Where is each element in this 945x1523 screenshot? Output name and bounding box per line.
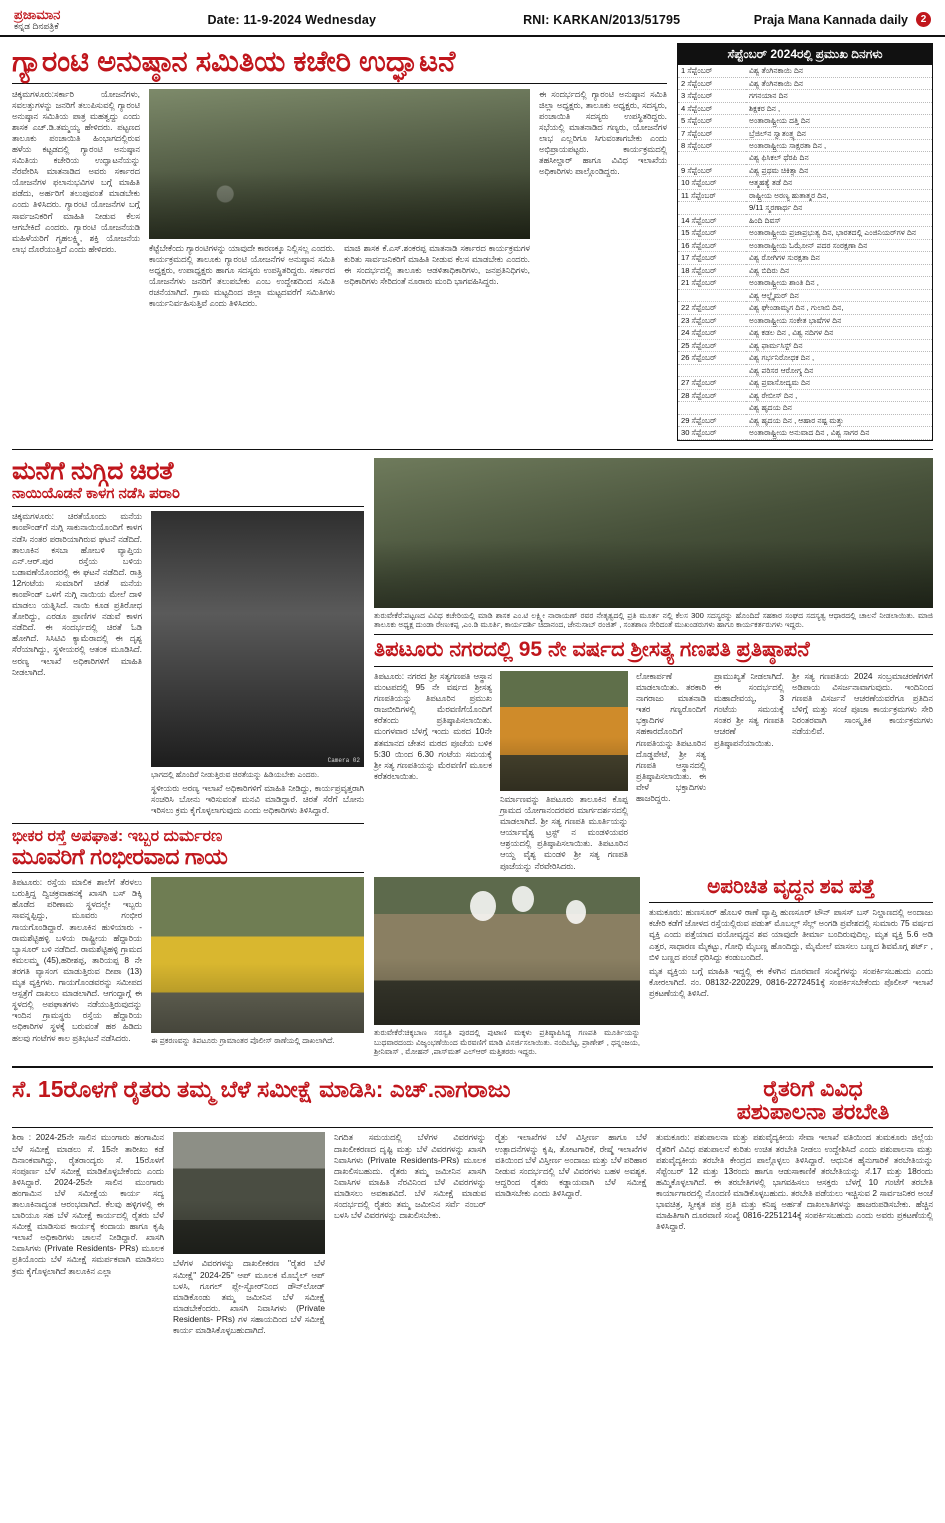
calendar-date: 3 ಸೆಪ್ಟೆಂಬರ್ — [681, 91, 713, 101]
accident-headline-2: ಮೂವರಿಗೆ ಗಂಭೀರವಾದ ಗಾಯ — [12, 844, 228, 870]
calendar-event: ವಿಶ್ವ ಬಿದಿರು ದಿನ — [749, 265, 790, 275]
calendar-event: ವಿಶ್ವ ಫಾರ್ಮಸಿಸ್ಟ್ ದಿನ — [749, 340, 803, 350]
ganesha-column-5: ಶ್ರೀ ಸತ್ಯ ಗಣಪತಿಯ 2024 ಸಂಬ್ರಮಾಚರಣೆಗಳಿಗೆ ಅಡಿಪಾಯ ವಿಸರ್ಜನಾವಾಗುವುದು. ಇಂದಿನಿಂದ ಗಣಪತಿ ವಿಸರ್ಜನೆ ಆಚರಣೆಯವರೆಗೂ ಪ್ರತಿದಿನ ಬೆಳಿಗ್ಗೆ ಮತ್ತು ಸಂಜೆ ಪೂಜಾ ಕಾರ್ಯಕ್ರಮಗಳು ಸೇರಿ ನಿರಂತರವಾಗಿ ಸಾಂಸ್ಕೃತಿಕ ಕಾರ್ಯಕ್ರಮಗಳು ನಡೆಯಲಿವೆ. — [792, 671, 933, 737]
calendar-row — [678, 164, 932, 176]
calendar-event: ವಿಶ್ವ ಪ್ರಥಮ ಚಿಕಿತ್ಸಾ ದಿನ — [749, 165, 809, 175]
ganesha-headline: ತಿಪಟೂರು ನಗರದಲ್ಲಿ 95 ನೇ ವರ್ಷದ ಶ್ರೀಸತ್ಯ ಗಣಪತಿ ಪ್ರತಿಷ್ಠಾಪನೆ — [374, 638, 810, 662]
accident-column-1: ತಿಪಟೂರು: ರಸ್ತೆಯ ಮಾಲಿಕ ಶಾಲೆಗೆ ತೆರಳಲು ಬರುತ್ತಿದ್ದ ದ್ವಿಚಕ್ರವಾಹನಕ್ಕೆ ಖಾಸಗಿ ಬಸ್ ಡಿಕ್ಕಿ ಹೊಡೆದ ಪರಿಣಾಮ ಸ್ಥಳದಲ್ಲೇ ಇಬ್ಬರು ಸಾವನ್ನಪ್ಪಿದ್ದು, ಮೂವರು ಗಂಭೀರ ಗಾಯಗೊಂಡಿದ್ದಾರೆ. ತಾಲೂಕಿನ ಹುಳಿಯಾರು - ರಾಮಶೆಟ್ಟಿಹಳ್ಳಿ ಬಳಿಯ ರಾಷ್ಟ್ರೀಯ ಹೆದ್ದಾರಿಯ ಬ್ಯಾಸೂರ್ ಬಳಿ ನಡೆದಿದೆ. ರಾಮಶೆಟ್ಟಿಹಳ್ಳಿ ಗ್ರಾಮದ ಕಮಲಮ್ಮ (45),ಹರೀಶಪ್ಪ, ತಾರಿಯಪ್ಪ 8 ನೇ ತರಗತಿ ವ್ಯಾಸಂಗ ಮಾಡುತ್ತಿರುವ ದೀಪಾ (13) ಮೃತ ವ್ಯಕ್ತಿಗಳು. ಗಾಯಗೊಂಡವರನ್ನು ಸಮೀಪದ ಆಸ್ಪತ್ರೆಗೆ ದಾಖಲು ಮಾಡಲಾಗಿದೆ. ಆಗಂದ್ದಾಗ್ಗೆ ಈ ಸ್ಥಳದಲ್ಲಿ ಅಪಘಾತಗಳು ನಡೆಯುತ್ತಿರುವುದನ್ನು ಇಂದಿನ ಗ್ರಾಮಸ್ಥರು ರಸ್ತೆಯ ಹೆದ್ದಾರಿಯ ಅಧಿಕಾರಿಗಳ ಸ್ಥಳಕ್ಕೆ ಬರುವಂತೆ ಹಠ ಹಿಡಿದು ಹಲವು ಗಂಟೆಗಳ ಕಾಲ ಪ್ರತಿಭಟನೆ ನಡೆಸಿದರು. — [12, 877, 142, 1043]
farmer-column-1: ಶಿರಾ : 2024-25ನೇ ಸಾಲಿನ ಮುಂಗಾರು ಹಂಗಾಮಿನ ಬೆಳೆ ಸಮೀಕ್ಷೆ ಮಾಡಲು ಸೆ. 15ನೇ ತಾರೀಖು ಕಡೆ ದಿನಾಂಕವಾಗಿದ್ದು, ರೈತರಾಂದ್ಯರು ಸೆ. 15ರೊಳಗೆ ಸಂಪೂರ್ಣ ಬೆಳೆ ಸಮೀಕ್ಷೆ ಮಾಡಿಕೊಳ್ಳಬೇಕೆಂದು ಎಂದು ತಿಳಿಸಿದ್ದಾರೆ. 2024-25ನೇ ಸಾಲಿನ ಮುಂಗಾರು ಹಂಗಾಮಿನ ಬೆಳೆ ಸಮೀಕ್ಷೆಯ ಕಾರ್ಯ ಸದ್ಯ ತಾಲೂಕಿನಾದ್ಯಂತ ಆರಂಭವಾಗಿದೆ. ಕೆಲವು ಹಳ್ಳಿಗಳಲ್ಲಿ ಈ ಬಾರಿಯೂ ಸಹ ಬೆಳೆ ಸಮೀಕ್ಷೆ ಕಾರ್ಯದಲ್ಲಿ ರೈತರು ಬೆಳೆ ಸಮೀಕ್ಷೆ ಮಾಡಿಸುವ ಕಾರ್ಯಕ್ಕೆ ಕಂದಾಯ ಹಾಗೂ ಕೃಷಿ ಇಲಾಖೆ ಅಧಿಕಾರಿಗಳು ಚಾಲನೆ ನೀಡಿದ್ದಾರೆ. ಖಾಸಗಿ ನಿವಾಸಿಗಳು (Private Residents- PRs) ಮೂಲಕ ಪ್ರತಿಯೊಂದು ಬೆಳೆ ಸಮೀಕ್ಷೆ ಸಮರ್ಪಕವಾಗಿ ಮಾಡಿಸಲು ಕ್ರಮ ಕೈಗೊಳ್ಳಲಾಗಿದೆ ತಾಲೂಕಿನ ಎಲ್ಲಾ — [12, 1132, 164, 1276]
calendar-date: 23 ಸೆಪ್ಟೆಂಬರ್ — [681, 315, 717, 325]
calendar-table — [678, 65, 932, 440]
calendar-event: ವಿಶ್ವ ರೇಬೀಸ್ ದಿನ , — [749, 390, 798, 400]
calendar-date: 25 ಸೆಪ್ಟೆಂಬರ್ — [681, 340, 717, 350]
calendar-date: 18 ಸೆಪ್ಟೆಂಬರ್ — [681, 265, 717, 275]
calendar-row — [678, 289, 932, 301]
calendar-row — [678, 264, 932, 276]
calendar-date: 9 ಸೆಪ್ಟೆಂಬರ್ — [681, 165, 713, 175]
calendar-row — [678, 189, 932, 201]
calendar-event: ವಿಶ್ವ ಪ್ರವಾಸೋದ್ಯಮ ದಿನ — [749, 378, 811, 388]
calendar-row — [678, 127, 932, 139]
calendar-event: ಬ್ರೆಜಿಲ್‌ನ ಸ್ವಾತಂತ್ರ್ಯ ದಿನ — [749, 128, 807, 138]
calendar-event: ವಿಶ್ವ ಕಡಲ ದಿನ , ವಿಶ್ವ ನದಿಗಳ ದಿನ — [749, 328, 834, 338]
livestock-headline-1: ರೈತರಿಗೆ ವಿವಿಧ — [763, 1076, 863, 1102]
calendar-event: ಆತ್ಮಹತ್ಯೆ ತಡೆ ದಿನ — [749, 178, 793, 188]
calendar-event: ಅಂತಾರಾಷ್ಟ್ರೀಯ ಶಾಂತಿ ದಿನ , — [749, 278, 819, 288]
calendar-row — [678, 302, 932, 314]
calendar-date: 28 ಸೆಪ್ಟೆಂಬರ್ — [681, 390, 717, 400]
calendar-event: ಅಂತಾರಾಷ್ಟ್ರೀಯ ಸಾಕ್ಷರತಾ ದಿನ , — [749, 140, 827, 150]
children-photo-caption: ತುರುವೇಕೆರೆ:ಚಿಕ್ಕಬಾಣ ಸರಸ್ವತಿ ಪುರದಲ್ಲಿ ಪುಟಾಣಿ ಮಕ್ಕಳು ಪ್ರತಿಷ್ಠಾಪಿಸಿದ್ದ ಗಣಪತಿ ಮೂರ್ತಿಯನ್ನು ಬುಧವಾರದಂದು ವಿಜೃಂಭಣೆಯಿಂದ ಮೆರವಣಿಗೆ ಮಾಡಿ ವಿಸರ್ಜಿಸಲಾಯಿತು. ನಂದಿಬೆಟ್ಟ, ಪ್ರಾಣೇಶ್ , ಧನ್ನಂಜಯ, ಶ್ರೀನಿವಾಸ್ , ಮೋಹನ್ ,ಪಾಸ್‌ಮತ್ ಎಲ್‌ಆರ್ ಮತ್ತಿತರರು ಇದ್ದರು. — [374, 1027, 640, 1057]
body-story-column-1: ತುಮಕೂರು: ಹುಣಸೂರ್ ಹೊಬಳಿ ಠಾಣೆ ವ್ಯಾಪ್ತಿ ಹುಣಸೂರ್ ಟೌನ್ ಪಾಸಸ್ ಬಸ್ ನಿಲ್ದಾಣದಲ್ಲಿ ಅಂದಾಜು ಕಚೇರಿ ಕಡೆಗೆ ಜೋಳದ ರಸ್ತೆಯಲ್ಲಿರುವ ಪಡುತ್ ಮೊಬಲ್ಲ್ ಸೆಲ್ಲ್ ಅಂಗಡಿ ಪ್ರವೇಶದಲ್ಲಿ ಸುಮಾರು 75 ವರ್ಷದ ವ್ಯಕ್ತಿ ಎಂದು ಪತ್ತೆಯಾದ ವಯೋವೃದ್ಧನ ಶವ ಯಾವುದೇ ತೀರ್ಮಾ ಬಂದಿರುವುದಿಲ್ಲ. ಮೃತ ವ್ಯಕ್ತಿ 5.6 ಅಡಿ ಎತ್ತರ, ಸಾಧಾರಣ ಮೈಕಟ್ಟು, ಗೋಧಿ ಮೈಬಣ್ಣ ಹೊಂದಿದ್ದು, ಮೈಮೇಲೆ ಮಾಸಲು ಬಣ್ಣದ ಶಿವಮೊಗ್ಗ ಶರ್ಟ್ , ಬಿಳಿ ಬಣ್ಣದ ಪಂಚೆ ಧರಿಸಿದ್ದು ಕಂಡುಬಂದಿದೆ. — [649, 907, 933, 962]
officer-portrait — [173, 1132, 325, 1254]
calendar-date: 22 ಸೆಪ್ಟೆಂಬರ್ — [681, 303, 717, 313]
accident-headline-1: ಭೀಕರ ರಸ್ತೆ ಅಪಘಾತ: ಇಬ್ಬರ ದುರ್ಮರಣ — [12, 827, 223, 845]
calendar-event: ರಾಷ್ಟ್ರೀಯ ಅರಣ್ಯ ಹುತಾತ್ಮರ ದಿನ, — [749, 190, 829, 200]
logo-title: ಪ್ರಜಾಮಾನ — [14, 7, 61, 22]
calendar-row — [678, 364, 932, 376]
calendar-row — [678, 314, 932, 326]
ganesha-column-3: ಲೋಕಾರ್ಪಣೆ ಮಾಡಲಾಯಿತು. ತರಕಾರಿ ನಾಗರಾಜು ಮಾತನಾಡಿ ಇತರ ಗಣ್ಯರೊಂದಿಗೆ ಭಕ್ತಾದಿಗಳ ಸಹಕಾರದೊಂದಿಗೆ ಗಣಪತಿಯನ್ನು ತಿಪಟೂರಿನ ದೊಡ್ಡಪೇಟೆ, ಶ್ರೀ ಸತ್ಯ ಗಣಪತಿ ಆಸ್ಥಾನದಲ್ಲಿ ಪ್ರತಿಷ್ಠಾಪಿಸಲಾಯಿತು. ಈ ವೇಳೆ ಭಕ್ತಾದಿಗಳು ಹಾಜರಿದ್ದರು. — [636, 671, 706, 804]
masthead — [0, 0, 945, 37]
livestock-column-1: ತುಮಕೂರು: ಪಶುಪಾಲನಾ ಮತ್ತು ಪಶುವೈದ್ಯಕೀಯ ಸೇವಾ ಇಲಾಖೆ ವತಿಯಿಂದ ತುಮಕೂರು ಜಿಲ್ಲೆಯ ರೈತರಿಗೆ ವಿವಿಧ ಪಶುಪಾಲನೆ ಕುರಿತು ಉಚಿತ ತರಬೇತಿ ನೀಡಲು ಉದ್ದೇಶಿಸಿದೆ ಎಂದು ಪಶುಪಾಲನಾ ಮತ್ತು ಪಶುವೈದ್ಯಕೀಯ ತರಬೇತಿ ಕೇಂದ್ರದ ಪಾಲ್ಗೊಳ್ಳಲು ತಿಳಿಸಿದ್ದಾರೆ. ಆಧುನಿಕ ಹೈನುಗಾರಿಕೆ ತರಬೇತಿಯನ್ನು ಸೆಪ್ಟೆಂಬರ್ 12 ಮತ್ತು 13ರಂದು ಹಾಗೂ ಆಡುಸಾಕಾಣಿಕೆ ತರಬೇತಿಯನ್ನು ಸೆ.17 ಮತ್ತು 18ರಂದು ಹಮ್ಮಿಕೊಳ್ಳಲಾಗಿದೆ. ಈ ತರಬೇತಿಗಳಲ್ಲಿ ಭಾಗವಹಿಸಲು ಆಸಕ್ತರು ಬೆಳಗ್ಗೆ 10 ಗಂಟೆಗೆ ತರಬೇತಿ ಕಾರ್ಯಾಗಾರದಲ್ಲಿ ನೊಂದಣಿ ಮಾಡಿಕೊಳ್ಳಬಹುದು. ತರಬೇತಿ ಪಡೆಯಲು ಇಚ್ಚಿಸುವ 2 ಸಾರ್ವಜನಿಕರ ಅಂಚೆ ಭಾವಚಿತ್ರ, ಸ್ವೀಕೃತ ಪತ್ರ ಪ್ರತಿ ಮತ್ತು ಕನಿಷ್ಠ ಅರ್ಹತೆ ದಾಖಲಾತಿಗಳನ್ನು ಹಾಜರುಪಡಿಸಬೇಕು. ಹೆಚ್ಚಿನ ಮಾಹಿತಿಗಾಗಿ ದೂರವಾಣಿ ಸಂಖ್ಯೆ 0816-2251214ಕ್ಕೆ ಸಂಪರ್ಕಿಸಬಹುದು ಎಂದು ಅವರು ಪ್ರಕಟಣೆಯಲ್ಲಿ ತಿಳಿಸಿದ್ದಾರೆ. — [656, 1132, 933, 1232]
dog-story-column-1: ಚಿಕ್ಕಮಗಳೂರು: ಚಿರತೆಯೊಂದು ಮನೆಯ ಕಾಂಪೌಂಡ್‌ಗೆ ನುಗ್ಗಿ ಸಾಕುನಾಯಿಯೊಂದಿಗೆ ಕಾಳಗ ನಡೆಸಿ ನಂತರ ಪರಾರಿಯಾಗಿರುವ ಘಟನೆ ನಡೆದಿದೆ. ತಾಲೂಕಿನ ಕಸಬಾ ಹೋಬಳಿ ವ್ಯಾಪ್ತಿಯ ಎನ್.ಆರ್.ಪುರ ರಸ್ತೆಯ ಬಳಿಯ ಬಡಾವಣೆಯೊಂದರಲ್ಲಿ ಈ ಘಟನೆ ನಡೆದಿದೆ. ರಾತ್ರಿ 12ಗಂಟೆಯ ಸುಮಾರಿಗೆ ಚಿರತೆ ಮನೆಯ ಕಾಂಪೌಂಡ್ ಒಳಗೆ ನುಗ್ಗಿ ನಾಯಿಯ ಮೇಲೆ ದಾಳಿ ಮಾಡಲು ಯತ್ನಿಸಿದೆ. ನಾಯಿ ಕೂಡ ಪ್ರತಿರೋಧ ತೋರಿದ್ದು, ಎರಡೂ ಪ್ರಾಣಿಗಳ ನಡುವೆ ಕಾಳಗ ನಡೆದಿದೆ. ಈ ಸಂದರ್ಭದಲ್ಲಿ ಚಿರತೆ ಓಡಿ ಹೋಗಿದೆ. ಸಿಸಿಟಿವಿ ಕ್ಯಾಮೆರಾದಲ್ಲಿ ಈ ದೃಶ್ಯ ಸೆರೆಯಾಗಿದ್ದು, ಸ್ಥಳೀಯರಲ್ಲಿ ಆತಂಕ ಮೂಡಿಸಿದೆ. ಅರಣ್ಯ ಇಲಾಖೆ ಅಧಿಕಾರಿಗಳಿಗೆ ಮಾಹಿತಿ ನೀಡಲಾಗಿದೆ. — [12, 511, 142, 677]
calendar-row — [678, 90, 932, 102]
publication-date: Date: 11-9-2024 Wednesday — [207, 12, 377, 27]
children-ganesha-photo — [374, 877, 640, 1025]
page-number: 2 — [916, 12, 931, 27]
calendar-date: 17 ಸೆಪ್ಟೆಂಬರ್ — [681, 253, 717, 263]
ganesha-column-1: ತಿಪಟೂರು: ನಗರದ ಶ್ರೀ ಸತ್ಯಗಣಪತಿ ಆಸ್ಥಾನ ಮಂಟಪದಲ್ಲಿ 95 ನೇ ವರ್ಷದ ಶ್ರೀಸತ್ಯ ಗಣಪತಿಯನ್ನು ತಿಪಟೂರಿನ ಪ್ರಮುಖ ರಾಜಬೀದಿಗಳಲ್ಲಿ ಮೆರವಣಿಗೆಯೊಂದಿಗೆ ಕರೆತಂದು ಪ್ರತಿಷ್ಠಾಪಿಸಲಾಯಿತು. ಮಂಗಳವಾರ ಬೆಳಗ್ಗೆ ಇಂದು ಮಠದ 10ನೇ ಶತಮಾನದ ಚೇತನ ಮಠದ ಪೂಜೆಯ ಬಳಿಕ 5:30 ಯಿಂದ 6.30 ಗಂಟೆಯ ಸಮಯಕ್ಕೆ ಶ್ರೀ ಸತ್ಯ ಗಣಪತಿಯನ್ನು ಮೆರವಣಿಗೆ ಮೂಲಕ ಕರೆತರಲಾಯಿತು. — [374, 671, 492, 781]
ganesha-photo — [500, 671, 628, 791]
calendar-date — [678, 402, 746, 414]
calendar-row — [678, 389, 932, 401]
calendar-date: 30 ಸೆಪ್ಟೆಂಬರ್ — [681, 428, 717, 438]
calendar-date: 8 ಸೆಪ್ಟೆಂಬರ್ — [681, 140, 713, 150]
cctv-photo — [151, 511, 364, 767]
calendar-row — [678, 202, 932, 214]
calendar-row — [678, 115, 932, 127]
calendar-event: ವಿಶ್ವ ತೆಂಗಿನಕಾಯಿ ದಿನ — [749, 78, 804, 88]
calendar-row — [678, 65, 932, 77]
calendar-event: ಗಗನಯಾನ ದಿನ — [749, 91, 788, 101]
calendar-row — [678, 177, 932, 189]
calendar-date: 16 ಸೆಪ್ಟೆಂಬರ್ — [681, 240, 717, 250]
calendar-row — [678, 102, 932, 114]
lead-column-4: ಈ ಸಂದರ್ಭದಲ್ಲಿ ಗ್ಯಾರಂಟಿ ಅನುಷ್ಠಾನ ಸಮಿತಿ ಜಿಲ್ಲಾ ಅಧ್ಯಕ್ಷರು, ತಾಲೂಕು ಅಧ್ಯಕ್ಷರು, ಸದಸ್ಯರು, ಪಂಚಾಯಿತಿ ಸದಸ್ಯರು ಉಪಸ್ಥಿತರಿದ್ದರು. ಸಭೆಯಲ್ಲಿ ಮಾತನಾಡಿದ ಗಣ್ಯರು, ಯೋಜನೆಗಳ ಲಾಭ ಎಲ್ಲರಿಗೂ ಸಿಗುವಂತಾಗಬೇಕು ಎಂದು ಅಭಿಪ್ರಾಯಪಟ್ಟರು. ಕಾರ್ಯಕ್ರಮದಲ್ಲಿ ತಹಸೀಲ್ದಾರ್ ಹಾಗೂ ವಿವಿಧ ಇಲಾಖೆಯ ಅಧಿಕಾರಿಗಳು ಪಾಲ್ಗೊಂಡಿದ್ದರು. — [539, 88, 667, 177]
cctv-timestamp: Camera 02 — [327, 757, 360, 765]
calendar-row — [678, 139, 932, 151]
lead-photo — [149, 89, 530, 239]
calendar-row — [678, 327, 932, 339]
calendar-date: 24 ಸೆಪ್ಟೆಂಬರ್ — [681, 328, 717, 338]
calendar-event: ವಿಶ್ವ ಗರ್ಭನಿರೋಧಕ ದಿನ , — [749, 353, 815, 363]
calendar-row — [678, 227, 932, 239]
accident-photo — [151, 877, 364, 1033]
calendar-event: ಅಂತಾರಾಷ್ಟ್ರೀಯ ದತ್ತಿ ದಿನ — [749, 116, 810, 126]
publication-logo — [14, 8, 134, 31]
calendar-date: 11 ಸೆಪ್ಟೆಂಬರ್ — [681, 190, 717, 200]
accident-caption: ಈ ಪ್ರಕರಣವನ್ನು ತಿಪಟೂರು ಗ್ರಾಮಾಂತರ ಪೊಲೀಸ್ ಠಾಣೆಯಲ್ಲಿ ದಾಖಲಾಗಿದೆ. — [151, 1036, 335, 1046]
calendar-row — [678, 377, 932, 389]
calendar-row — [678, 402, 932, 414]
farmer-headline: ಸೆ. 15ರೊಳಗೆ ರೈತರು ತಮ್ಮ ಬೆಳೆ ಸಮೀಕ್ಷೆ ಮಾಡಿಸಿ: ಎಚ್.ನಾಗರಾಜು — [12, 1076, 511, 1103]
calendar-event: ವಿಶ್ವ ರೋಗಿಗಳ ಸುರಕ್ಷತಾ ದಿನ — [749, 253, 820, 263]
rni-number: RNI: KARKAN/2013/51795 — [523, 12, 681, 27]
farmer-column-3: ನಿಗದಿತ ಸಮಯದಲ್ಲಿ ಬೆಳೆಗಳ ವಿವರಗಳನ್ನು ದಾಖಲೀಕರಣದ ದೃಷ್ಟಿ ಮತ್ತು ಬೆಳೆ ವಿವರಗಳನ್ನು ಖಾಸಗಿ ನಿವಾಸಿಗಳು (Private Residents-PRs) ಮೂಲಕ ದಾಖಲಿಸಬಹುದು. ರೈತರು ತಮ್ಮ ಜಮೀನಿನ ಖಾಸಗಿ ನಿವಾಸಿಗಳ ಮಾಹಿತಿ ನೆರವಿನಿಂದ ಬೆಳೆ ವಿವರಗಳನ್ನು ಮಾಡಿಸಲು ಅವಕಾಶವಿದೆ. ಬೆಳೆ ಸಮೀಕ್ಷೆ ಮಾಡುವ ಸಂದರ್ಭದಲ್ಲಿ ರೈತರು ತಮ್ಮ ಜಮೀನಿನ ಸರ್ವೆ ನಂಬರ್ ಬಳಸಿ ಬೆಳೆ ವಿವರಗಳನ್ನು ದಾಖಲಿಸಬೇಕು. — [334, 1132, 486, 1221]
calendar-date: 21 ಸೆಪ್ಟೆಂಬರ್ — [681, 278, 717, 288]
calendar-event: ಅಂತಾರಾಷ್ಟ್ರೀಯ ಪ್ರಜಾಪ್ರಭುತ್ವ ದಿನ, ಭಾರತದಲ್ಲಿ ಎಂಜಿನಿಯರ್‌ಗಳ ದಿನ — [749, 228, 917, 238]
lead-column-2: ಕೆಟ್ಟೆಬೇಕೆಂದು ಗ್ಯಾರಂಟಿಗಳನ್ನು ಯಾವುದೇ ಕಾರಣಕ್ಕೂ ನಿಲ್ಲಿಸಲ್ಲ ಎಂದರು. ಕಾರ್ಯಕ್ರಮದಲ್ಲಿ ತಾಲೂಕು ಗ್ಯಾರಂಟಿ ಯೋಜನೆಗಳ ಅನುಷ್ಠಾನ ಸಮಿತಿ ಅಧ್ಯಕ್ಷರು, ಉಪಾಧ್ಯಕ್ಷರು ಹಾಗೂ ಸದಸ್ಯರು ಉಪಸ್ಥಿತರಿದ್ದರು. ಸರ್ಕಾರದ ಯೋಜನೆಗಳು ಜನರಿಗೆ ತಲುಪಬೇಕು ಎಂಬ ಉದ್ದೇಶದಿಂದ ಸಮಿತಿ ರಚನೆಯಾಗಿದೆ. ಗ್ರಾಮ ಮಟ್ಟದಿಂದ ಜಿಲ್ಲಾ ಮಟ್ಟದವರೆಗೆ ಸಮಿತಿಗಳು ಕಾರ್ಯನಿರ್ವಹಿಸುತ್ತಿವೆ ಎಂದು ತಿಳಿಸಿದರು. — [149, 242, 335, 308]
calendar-row — [678, 152, 932, 164]
dog-story-headline: ಮನೆಗೆ ನುಗ್ಗಿದ ಚಿರತೆ — [12, 456, 174, 485]
calendar-date — [678, 152, 746, 164]
dog-story-column-2: ಸ್ಥಳೀಯರು ಅರಣ್ಯ ಇಲಾಖೆ ಅಧಿಕಾರಿಗಳಿಗೆ ಮಾಹಿತಿ ನೀಡಿದ್ದು, ಕಾರ್ಯಪ್ರವೃತ್ತರಾಗಿ ಸಂಚರಿಸಿ ಬೋನು ಇರಿಸುವಂತೆ ಮನವಿ ಮಾಡಿದ್ದಾರೆ. ಚಿರತೆ ಸೆರೆಗೆ ಬೋನು ಇರಿಸಲು ಕ್ರಮ ಕೈಗೊಳ್ಳಲಾಗುವುದು ಎಂದು ಅಧಿಕಾರಿಗಳು ತಿಳಿಸಿದ್ದಾರೆ. — [151, 783, 364, 816]
calendar-date: 2 ಸೆಪ್ಟೆಂಬರ್ — [681, 78, 713, 88]
livestock-headline-2: ಪಶುಪಾಲನಾ ತರಬೇತಿ — [736, 1099, 890, 1125]
lead-column-3: ಮಾಜಿ ಶಾಸಕ ಕೆ.ಎಸ್.ಶಂಕರಪ್ಪ ಮಾತನಾಡಿ ಸರ್ಕಾರದ ಕಾರ್ಯಕ್ರಮಗಳ ಕುರಿತು ಸಾರ್ವಜನಿಕರಿಗೆ ಮಾಹಿತಿ ನೀಡುವ ಕೆಲಸ ಮಾಡಬೇಕು ಎಂದರು. ಈ ಸಂದರ್ಭದಲ್ಲಿ ತಾಲೂಕು ಆಡಳಿತಾಧಿಕಾರಿಗಳು, ಜನಪ್ರತಿನಿಧಿಗಳು, ಅಧಿಕಾರಿಗಳು ಸೇರಿದಂತೆ ನೂರಾರು ಮಂದಿ ಭಾಗವಹಿಸಿದ್ದರು. — [344, 242, 530, 286]
meeting-photo-caption: ತುರುವೇಕೆರೆ:ಪಟ್ಟಣದ ವಿವಿಧ ಕಚೇರಿಯಲ್ಲಿ ಮಾಡಿ ಶಾಸಕ ಎಂ.ಟಿ ಲಕ್ಷ್ಮೀ ನಾರಾಯಣ್ ರವರ ನೇತೃತ್ವದಲ್ಲಿ ಪ್ರತಿ ಮೂರ್ತ ನಲ್ಲಿ ಕೆಲಸ 300 ಸದಸ್ಯರನ್ನು ಹೊಂದಿದೆ ಸಹಕಾರ ಸಂಘದ ಸದಸ್ಯತ್ವ ಆಧಾರದಲ್ಲಿ ಚಾಲನೆ ನೀಡಲಾಯಿತು. ಮಾಜಿ ತಾಲೂಕು ಅಧ್ಯಕ್ಷ ದುಂಡಾ ರೇಣುಕಪ್ಪ ,ಎಂ.ಡಿ ಮೂರ್ತಿ, ಕಾರ್ಯದರ್ಶಿ ಚಿದಾನಂದ, ಜೇನುಸಾಬ್ ರಂಜಿತ್ , ಸಂತಶಾಣ ಸೇರಿದಂತೆ ಮುಖಂಡರುಗಳು ಹಾಗೂ ಕಾರ್ಯಕರ್ತರುಗಳು ಇದ್ದರು. — [374, 610, 933, 630]
dog-story-subhead: ನಾಯಿಯೊಡನೆ ಕಾಳಗ ನಡೆಸಿ ಪರಾರಿ — [12, 484, 180, 502]
calendar-event: ಶಿಕ್ಷಕರ ದಿನ , — [749, 103, 781, 113]
calendar-row — [678, 339, 932, 351]
calendar-date: 4 ಸೆಪ್ಟೆಂಬರ್ — [681, 103, 713, 113]
calendar-event: ವಿಶ್ವ ಫಿಸಿಕಲ್ ಥೆರಪಿ ದಿನ — [749, 153, 809, 163]
calendar-event: ಅಂತಾರಾಷ್ಟ್ರೀಯ ಸಂಕೇತ ಭಾಷೆಗಳ ದಿನ — [749, 315, 842, 325]
calendar-date: 7 ಸೆಪ್ಟೆಂಬರ್ — [681, 128, 713, 138]
calendar-date: 27 ಸೆಪ್ಟೆಂಬರ್ — [681, 378, 717, 388]
lead-column-1: ಚಿಕ್ಕಮಗಳೂರು:ಸರ್ಕಾರಿ ಯೋಜನೆಗಳು, ಸವಲತ್ತುಗಳನ್ನು ಜನರಿಗೆ ತಲುಪಿಸುವಲ್ಲಿ ಗ್ಯಾರಂಟಿ ಅನುಷ್ಠಾನ ಸಮಿತಿಯ ಪಾತ್ರ ಮಹತ್ವದ್ದು ಎಂದು ಶಾಸಕ ಎಚ್.ಡಿ.ತಮ್ಮಯ್ಯ ಹೇಳಿದರು. ಪಟ್ಟಣದ ತಾಲೂಕು ಪಂಚಾಯಿತಿ ಹಿಂಭಾಗದಲ್ಲಿರುವ ಹಳೆಯ ಕಟ್ಟಡದಲ್ಲಿ ಗ್ಯಾರಂಟಿ ಅನುಷ್ಠಾನ ಸಮಿತಿಯ ಕಚೇರಿಯ ಉದ್ಘಾಟನೆಯನ್ನು ನೆರವೇರಿಸಿ ಮಾತನಾಡಿದ ಅವರು ಸರ್ಕಾರದ ಯೋಜನೆಗಳ ಫಲಾನುಭವಿಗಳ ಬಗ್ಗೆ ಮಾಹಿತಿ ಪಡೆದು, ಅರ್ಹರಿಗೆ ತಲುಪುವಂತೆ ಮಾಡಬೇಕು ಎಂದು ತಿಳಿಸಿದರು. ಗ್ಯಾರಂಟಿ ಯೋಜನೆಗಳ ಬಗ್ಗೆ ಸಾರ್ವಜನಿಕರಿಗೆ ಮಾಹಿತಿ ನೀಡುವ ಕೆಲಸ ಆಗಬೇಕಿದೆ ಎಂದರು. ಗ್ಯಾರಂಟಿ ಯೋಜನೆಯಡಿ ಮಹಿಳೆಯರಿಗೆ ಗೃಹಲಕ್ಷ್ಮಿ, ಶಕ್ತಿ ಯೋಜನೆಯ ಲಾಭ ದೊರೆಯುತ್ತಿದೆ ಎಂದು ಹೇಳಿದರು. — [12, 88, 140, 254]
calendar-event: ವಿಶ್ವ ತೆಂಗಿನಕಾಯಿ ದಿನ — [749, 66, 804, 76]
dog-story-caption: ಭಾಗದಲ್ಲಿ ಹೊಂದಿರೆ ನೀಡುತ್ತಿರುವ ಚಿರತೆಯನ್ನು ಹಿಡಿಯಬೇಕು ಎಂದರು. — [151, 770, 320, 780]
calendar-date: 15 ಸೆಪ್ಟೆಂಬರ್ — [681, 228, 717, 238]
meeting-photo — [374, 458, 933, 608]
calendar-row — [678, 214, 932, 226]
calendar-event: ವಿಶ್ವ ಹೃದಯ ದಿನ — [749, 403, 792, 413]
calendar-event: ಹಿಂದಿ ದಿವಸ್ — [749, 215, 781, 225]
calendar-date: 26 ಸೆಪ್ಟೆಂಬರ್ — [681, 353, 717, 363]
farmer-column-2: ಬೆಳೆಗಳ ವಿವರಗಳನ್ನು ದಾಖಲೀಕರಣ "ರೈತರ ಬೆಳೆ ಸಮೀಕ್ಷೆ" 2024-25" ಆಪ್ ಮೂಲಕ ಮೊಬೈಲ್ ಆಪ್ ಬಳಸಿ, ಗೂಗಲ್ ಪ್ಲೇ-ಸ್ಟೋರ್‌ನಿಂದ ಡೌನ್‌ಲೋಡ್ ಮಾಡಿಕೊಂಡು ತಮ್ಮ ಜಮೀನಿನ ಬೆಳೆ ಸಮೀಕ್ಷೆ ಮಾಡಬೇಕೆಂದರು. ಖಾಸಗಿ ನಿವಾಸಿಗಳು (Private Residents- PRs) ಗಳ ಸಹಾಯದಿಂದ ಬೆಳೆ ಸಮೀಕ್ಷೆ ಕಾರ್ಯ ಮಾಡಿಸಿಕೊಳ್ಳಬಹುದಾಗಿದೆ. — [173, 1258, 325, 1335]
calendar-row — [678, 427, 932, 439]
calendar-date — [678, 202, 746, 214]
calendar-date: 5 ಸೆಪ್ಟೆಂಬರ್ — [681, 116, 713, 126]
calendar-row — [678, 352, 932, 364]
important-days-calendar — [677, 43, 933, 441]
calendar-event: 9/11 ಸ್ಮರಣಾರ್ಥ ದಿನ — [749, 203, 803, 213]
calendar-event: ವಿಶ್ವ ಹೃದಯ ದಿನ , ಆಹಾರ ನಷ್ಟ ಮತ್ತು — [749, 415, 844, 425]
calendar-date — [678, 289, 746, 301]
ganesha-column-4: ಪ್ರಾಮುಖ್ಯತೆ ನೀಡಲಾಗಿದೆ. ಈ ಸಂದರ್ಭದಲ್ಲಿ ಮಹಾದೇವಯ್ಯ, 3 ಗಂಟೆಯ ಸಮಯಕ್ಕೆ ಸಂತರ ಶ್ರೀ ಸತ್ಯ ಗಣಪತಿ ಆಚರಣೆ ಪ್ರತಿಷ್ಠಾಪನೆಯಾಯಿತು. — [714, 671, 784, 748]
calendar-title: ಸೆಪ್ಟೆಂಬರ್ 2024ರಲ್ಲಿ ಪ್ರಮುಖ ದಿನಗಳು — [678, 44, 932, 65]
calendar-row — [678, 277, 932, 289]
calendar-row — [678, 77, 932, 89]
farmer-column-4: ರೈತ್ರು ಇಲಾಖೆಗಳ ಬೆಳೆ ವಿಸ್ತೀರ್ಣ ಹಾಗೂ ಬೆಳೆ ಉತ್ಪಾದನೆಗಳನ್ನು ಕೃಷಿ, ತೋಟಗಾರಿಕೆ, ರೇಷ್ಮೆ ಇಲಾಖೆಗಳ ವತಿಯಿಂದ ಬೆಳೆ ವಿಸ್ತೀರ್ಣ ಅಂದಾಜು ಮತ್ತು ಬೆಳೆ ಪರಿಹಾರ ನೀಡುವ ಸಂದರ್ಭದಲ್ಲಿ ಬೆಳೆ ವಿವರಗಳು ಬಹಳ ಅವಶ್ಯಕ. ಆದ್ದರಿಂದ ರೈತರು ಕಡ್ಡಾಯವಾಗಿ ಬೆಳೆ ಸಮೀಕ್ಷೆ ಮಾಡಿಸಬೇಕು ಎಂದು ತಿಳಿಸಿದ್ದಾರೆ. — [495, 1132, 647, 1198]
calendar-event: ಅಂತಾರಾಷ್ಟ್ರೀಯ ಅನುವಾದ ದಿನ , ವಿಶ್ವ ಸಾಗರ ದಿನ — [749, 428, 870, 438]
calendar-row — [678, 414, 932, 426]
body-story-contact: ಮೃತ ವ್ಯಕ್ತಿಯ ಬಗ್ಗೆ ಮಾಹಿತಿ ಇದ್ದಲ್ಲಿ ಈ ಕೆಳಗಿನ ದೂರವಾಣಿ ಸಂಖ್ಯೆಗಳನ್ನು ಸಂಪರ್ಕಿಸಬಹುದು ಎಂದು ಕೋರಲಾಗಿದೆ. ನಂ. 08132-220229, 0816-2272451ಕ್ಕೆ ಸಂಪರ್ಕಿಸಬೇಕೆಂದು ಪೊಲೀಸ್ ಇಲಾಖೆ ಪ್ರಕಟಣೆಯಲ್ಲಿ ತಿಳಿಸಿದೆ. — [649, 965, 933, 998]
calendar-event: ವಿಶ್ವ ಪರಿಸರ ಆರೋಗ್ಯ ದಿನ — [749, 365, 814, 375]
lead-headline: ಗ್ಯಾರಂಟಿ ಅನುಷ್ಠಾನ ಸಮಿತಿಯ ಕಚೇರಿ ಉದ್ಘಾಟನೆ — [12, 46, 456, 79]
calendar-date: 1 ಸೆಪ್ಟೆಂಬರ್ — [681, 66, 713, 76]
calendar-event: ವಿಶ್ವ ಘೇಂಡಾಮೃಗ ದಿನ , ಗುಲಾಬಿ ದಿನ, — [749, 303, 844, 313]
body-story-headline: ಅಪರಿಚಿತ ವೃದ್ಧನ ಶವ ಪತ್ತೆ — [707, 875, 875, 898]
ganesha-column-2: ನಿರ್ಮಾಣವನ್ನು ತಿಪಟೂರು ತಾಲೂಕಿನ ಕೊಪ್ಪ ಗ್ರಾಮದ ಯೋಗಾನಂದರವರ ಮಾರ್ಗದರ್ಶನದಲ್ಲಿ ಮಾಡಲಾಗಿದೆ. ಶ್ರೀ ಸತ್ಯ ಗಣಪತಿ ಮೂರ್ತಿಯನ್ನು ಆರ್ಯಾವೈಶ್ಯ ಟ್ರಸ್ಟ್ ನ ಮಂಡಳಿಯವರ ಆಶ್ರಯದಲ್ಲಿ ಪ್ರತಿಷ್ಠಾಪಿಸಲಾಯಿತು. ತಿಪಟೂರಿನ ಆಯ್ದ ವೈಶ್ಯ ಮಂಡಳಿ ಶ್ರೀ ಸತ್ಯ ಗಣಪತಿ ಪೂಜೆಯನ್ನು ನೆರವೇರಿಸಿದರು. — [500, 794, 628, 871]
calendar-date: 14 ಸೆಪ್ಟೆಂಬರ್ — [681, 215, 717, 225]
logo-subtitle: ಕನ್ನಡ ದಿನಪತ್ರಿಕೆ — [14, 20, 59, 31]
calendar-date: 29 ಸೆಪ್ಟೆಂಬರ್ — [681, 415, 717, 425]
calendar-date: 10 ಸೆಪ್ಟೆಂಬರ್ — [681, 178, 717, 188]
calendar-row — [678, 252, 932, 264]
calendar-event: ವಿಶ್ವ ಆಲ್ಝೈಮರ್ ದಿನ — [749, 290, 799, 300]
calendar-row — [678, 239, 932, 251]
calendar-event: ಅಂತಾರಾಷ್ಟ್ರೀಯ ಓಝೋನ್ ಪದರ ಸಂರಕ್ಷಣಾ ದಿನ — [749, 240, 868, 250]
paper-name: Praja Mana Kannada daily — [753, 12, 908, 27]
calendar-date — [678, 364, 746, 376]
